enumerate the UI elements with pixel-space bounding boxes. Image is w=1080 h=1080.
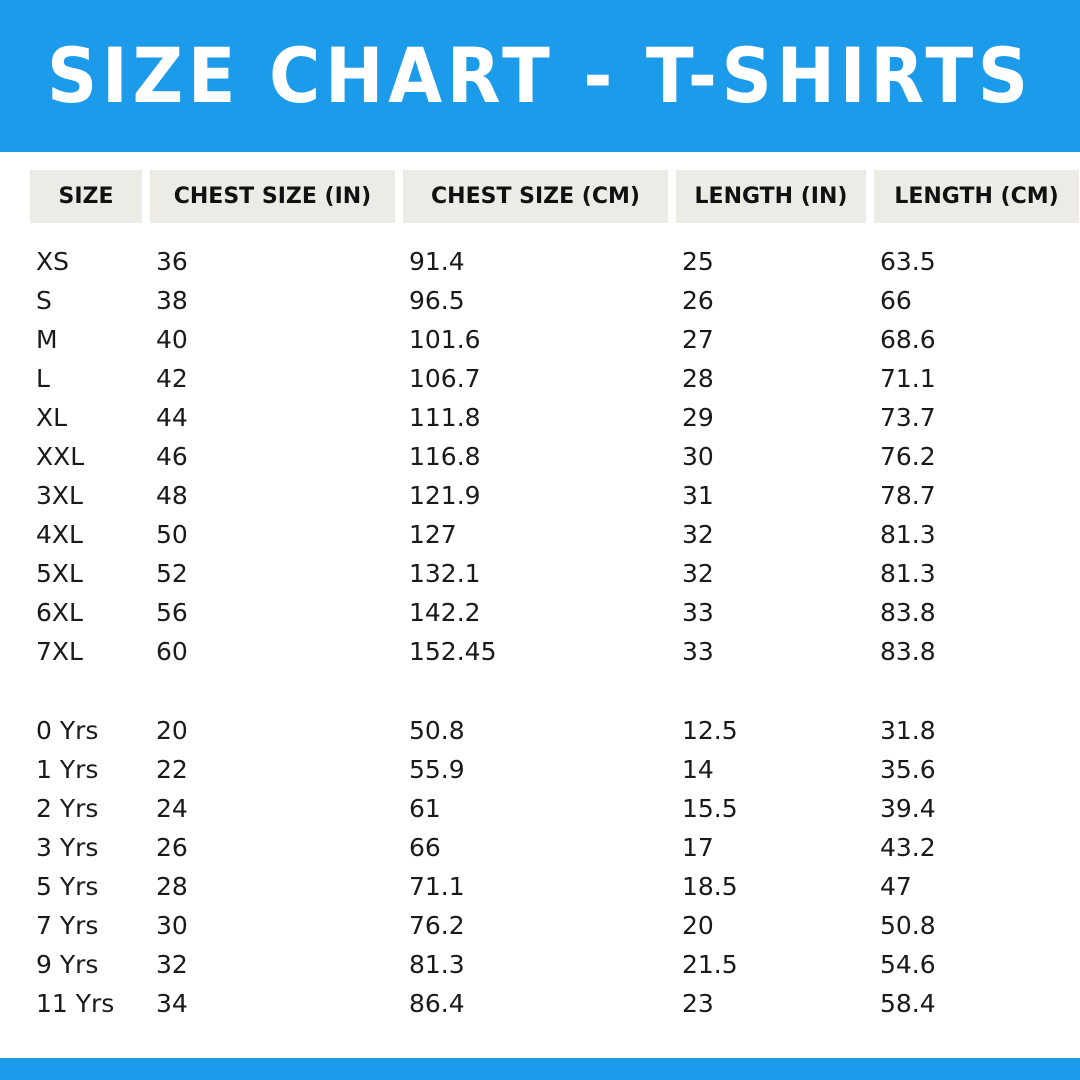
cell-chest-cm: 121.9 [409, 481, 481, 510]
cell-chest-in: 36 [156, 247, 188, 276]
column-header-size: SIZE [30, 170, 142, 223]
cell-length-cm: 83.8 [880, 637, 936, 666]
cell-chest-cm: 76.2 [409, 911, 465, 940]
cell-chest-in: 32 [156, 950, 188, 979]
cell-chest-cm: 66 [409, 833, 441, 862]
cell-chest-cm: 86.4 [409, 989, 465, 1018]
cell-size: XXL [36, 442, 85, 471]
column-header-length-cm: LENGTH (CM) [874, 170, 1079, 223]
cell-length-in: 15.5 [682, 794, 738, 823]
cell-chest-cm: 61 [409, 794, 441, 823]
table-area [0, 152, 1080, 1058]
cell-chest-in: 44 [156, 403, 188, 432]
cell-chest-in: 50 [156, 520, 188, 549]
cell-size: 4XL [36, 520, 83, 549]
table-row [30, 554, 1079, 593]
table-row [30, 984, 1079, 1023]
cell-size: 7 Yrs [36, 911, 99, 940]
cell-length-in: 33 [682, 598, 714, 627]
table-row [30, 632, 1079, 671]
cell-length-in: 14 [682, 755, 714, 784]
cell-length-in: 12.5 [682, 716, 738, 745]
cell-size: 7XL [36, 637, 83, 666]
cell-length-cm: 50.8 [880, 911, 936, 940]
cell-size: S [36, 286, 52, 315]
table-body [30, 223, 1079, 1023]
cell-chest-cm: 81.3 [409, 950, 465, 979]
cell-size: 3 Yrs [36, 833, 99, 862]
table-row [30, 359, 1079, 398]
cell-chest-in: 24 [156, 794, 188, 823]
cell-length-cm: 31.8 [880, 716, 936, 745]
cell-chest-in: 38 [156, 286, 188, 315]
cell-size: M [36, 325, 58, 354]
cell-length-in: 27 [682, 325, 714, 354]
cell-chest-in: 46 [156, 442, 188, 471]
cell-chest-in: 42 [156, 364, 188, 393]
cell-chest-cm: 106.7 [409, 364, 481, 393]
table-row [30, 320, 1079, 359]
cell-length-cm: 81.3 [880, 559, 936, 588]
cell-length-cm: 66 [880, 286, 912, 315]
cell-length-in: 29 [682, 403, 714, 432]
column-header-chest-cm: CHEST SIZE (CM) [403, 170, 668, 223]
cell-length-cm: 71.1 [880, 364, 936, 393]
cell-length-cm: 35.6 [880, 755, 936, 784]
cell-chest-in: 22 [156, 755, 188, 784]
table-row [30, 476, 1079, 515]
cell-chest-in: 48 [156, 481, 188, 510]
table-row [30, 789, 1079, 828]
cell-size: 9 Yrs [36, 950, 99, 979]
spacer-cell [676, 671, 866, 711]
table-row [30, 750, 1079, 789]
cell-length-in: 28 [682, 364, 714, 393]
cell-chest-in: 30 [156, 911, 188, 940]
cell-length-cm: 68.6 [880, 325, 936, 354]
cell-size: XL [36, 403, 68, 432]
spacer-cell [30, 671, 142, 711]
cell-length-in: 20 [682, 911, 714, 940]
cell-chest-cm: 142.2 [409, 598, 481, 627]
spacer-cell [403, 671, 668, 711]
cell-length-in: 21.5 [682, 950, 738, 979]
column-header-chest-in: CHEST SIZE (IN) [150, 170, 395, 223]
cell-size: L [36, 364, 50, 393]
cell-length-cm: 76.2 [880, 442, 936, 471]
cell-length-cm: 83.8 [880, 598, 936, 627]
cell-length-in: 32 [682, 520, 714, 549]
table-row [30, 281, 1079, 320]
cell-chest-cm: 116.8 [409, 442, 481, 471]
cell-size: 5XL [36, 559, 83, 588]
cell-length-in: 33 [682, 637, 714, 666]
table-row [30, 593, 1079, 632]
cell-length-in: 18.5 [682, 872, 738, 901]
size-chart-table [22, 170, 1080, 1023]
cell-length-cm: 81.3 [880, 520, 936, 549]
cell-chest-cm: 55.9 [409, 755, 465, 784]
cell-length-in: 17 [682, 833, 714, 862]
table-header [30, 170, 1079, 223]
cell-chest-cm: 101.6 [409, 325, 481, 354]
cell-size: XS [36, 247, 69, 276]
cell-chest-in: 40 [156, 325, 188, 354]
cell-length-in: 32 [682, 559, 714, 588]
table-row [30, 437, 1079, 476]
page-title: SIZE CHART - T-SHIRTS [47, 31, 1033, 120]
table-row [30, 398, 1079, 437]
table-row [30, 906, 1079, 945]
cell-chest-in: 28 [156, 872, 188, 901]
table-row [30, 223, 1079, 281]
cell-chest-in: 26 [156, 833, 188, 862]
cell-length-in: 25 [682, 247, 714, 276]
cell-chest-in: 60 [156, 637, 188, 666]
cell-size: 2 Yrs [36, 794, 99, 823]
cell-length-cm: 63.5 [880, 247, 936, 276]
cell-chest-in: 20 [156, 716, 188, 745]
cell-chest-in: 34 [156, 989, 188, 1018]
cell-length-cm: 39.4 [880, 794, 936, 823]
cell-chest-cm: 50.8 [409, 716, 465, 745]
cell-chest-in: 52 [156, 559, 188, 588]
cell-chest-cm: 96.5 [409, 286, 465, 315]
table-row [30, 711, 1079, 750]
table-row [30, 945, 1079, 984]
cell-chest-in: 56 [156, 598, 188, 627]
cell-size: 11 Yrs [36, 989, 115, 1018]
cell-length-cm: 47 [880, 872, 912, 901]
column-header-length-in: LENGTH (IN) [676, 170, 866, 223]
cell-size: 5 Yrs [36, 872, 99, 901]
table-row [30, 515, 1079, 554]
cell-chest-cm: 127 [409, 520, 457, 549]
cell-size: 6XL [36, 598, 83, 627]
cell-chest-cm: 91.4 [409, 247, 465, 276]
cell-length-in: 30 [682, 442, 714, 471]
header-banner [0, 0, 1080, 152]
section-spacer [30, 671, 1079, 711]
cell-size: 3XL [36, 481, 83, 510]
table-row [30, 867, 1079, 906]
cell-chest-cm: 111.8 [409, 403, 481, 432]
cell-size: 1 Yrs [36, 755, 99, 784]
spacer-cell [150, 671, 395, 711]
cell-chest-cm: 71.1 [409, 872, 465, 901]
cell-length-in: 31 [682, 481, 714, 510]
table-row [30, 828, 1079, 867]
cell-size: 0 Yrs [36, 716, 99, 745]
table-header-row [30, 170, 1079, 223]
spacer-cell [874, 671, 1079, 711]
cell-length-cm: 78.7 [880, 481, 936, 510]
cell-length-cm: 58.4 [880, 989, 936, 1018]
cell-chest-cm: 152.45 [409, 637, 497, 666]
cell-chest-cm: 132.1 [409, 559, 481, 588]
cell-length-cm: 43.2 [880, 833, 936, 862]
cell-length-cm: 54.6 [880, 950, 936, 979]
cell-length-cm: 73.7 [880, 403, 936, 432]
cell-length-in: 23 [682, 989, 714, 1018]
footer-banner [0, 1058, 1080, 1080]
cell-length-in: 26 [682, 286, 714, 315]
